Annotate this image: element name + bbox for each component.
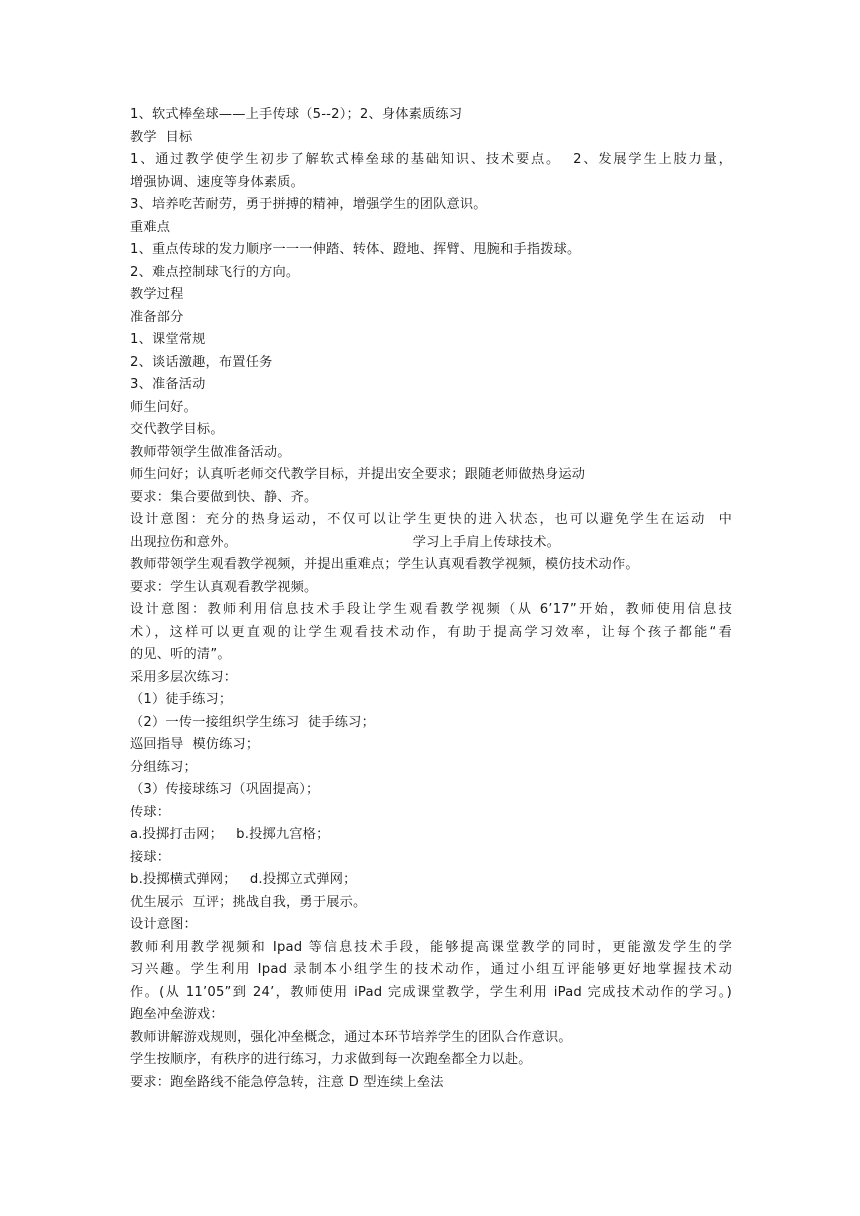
key-point-line: 1、重点传球的发力顺序一一一伸踏、转体、蹬地、挥臂、甩腕和手指拨球。 [130,242,581,257]
section-heading-process: 教学过程 [130,287,184,302]
goal-line: 3、培养吃苦耐劳，勇于拼搏的精神，增强学生的团队意识。 [130,197,487,212]
text-line: 巡回指导 模仿练习； [130,737,260,752]
goal-line: 增强协调、速度等身体素质。 [130,174,305,190]
text-line: 传球： [130,804,171,820]
design-intent-line: 设计意图：充分的热身运动，不仅可以让学生更快的进入状态，也可以避免学生在运动 中 [130,512,732,527]
design-intent-line: 习兴趣。学生利用 Ipad 录制本小组学生的技术动作，通过小组互评能够更好地掌握技术动 [130,962,732,977]
key-point-line: 2、难点控制球飞行的方向。 [130,264,300,280]
goal-line: 1、通过教学使学生初步了解软式棒垒球的基础知识、技术要点。 2、发展学生上肢力量， [130,152,732,167]
text-line: 3、准备活动 [130,377,206,392]
section-heading-goals: 教学 目标 [130,129,193,145]
text-line: 出现拉伤和意外。 学习上手肩上传球技术。 [130,534,561,550]
design-intent-line: 术），这样可以更直观的让学生观看技术动作，有助于提高学习效率，让每个孩子都能“看 [130,624,732,640]
design-intent-line: 设计意图：教师利用信息技术手段让学生观看教学视频（从 6’17”开始，教师使用信息技 [130,602,732,617]
requirement-line: 要求：学生认真观看教学视频。 [130,579,318,595]
text-line: 教师带领学生做准备活动。 [130,444,291,460]
list-item: b.投掷横式弹网； d.投掷立式弹网； [130,872,357,887]
text-line: 优生展示 互评；挑战自我，勇于展示。 [130,894,367,910]
section-heading-prep: 准备部分 [130,309,184,325]
design-intent-line: 的见、听的清”。 [130,647,231,662]
list-item: （3）传接球练习（巩固提高）； [130,782,320,797]
text-line: 2、谈话激趣，布置任务 [130,354,273,370]
design-intent-line: 教师利用教学视频和 Ipad 等信息技术手段，能够提高课堂教学的同时，更能激发学生的学 [130,939,732,955]
text-line: 1、课堂常规 [130,332,206,347]
list-item: （2）一传一接组织学生练习 徒手练习； [130,714,375,730]
lesson-title: 1、软式棒垒球——上手传球（5--2）；2、身体素质练习 [130,107,463,122]
text-line: 教师带领学生观看教学视频，并提出重难点；学生认真观看教学视频，模仿技术动作。 [130,557,639,572]
text-line: 师生问好；认真听老师交代教学目标，并提出安全要求；跟随老师做热身运动 [130,467,586,482]
design-intent-heading: 设计意图： [130,917,197,932]
document-body [130,104,732,1094]
section-heading-key-points: 重难点 [130,219,171,235]
text-line: 学生按顺序，有秩序的进行练习，力求做到每一次跑垒都全力以赴。 [130,1052,532,1067]
text-line: 教师讲解游戏规则，强化冲垒概念，通过本环节培养学生的团队合作意识。 [130,1029,572,1045]
text-line: 师生问好。 [130,399,197,415]
text-line: 交代教学目标。 [130,422,224,437]
text-line: 采用多层次练习： [130,669,238,685]
requirement-line: 要求：集合要做到快、静、齐。 [130,489,318,505]
text-line: 接球： [130,849,171,865]
list-item: a.投掷打击网； b.投掷九宫格； [130,827,330,842]
text-line: 跑垒冲垒游戏： [130,1007,224,1022]
design-intent-line: 作。(从 11’05”到 24’，教师使用 iPad 完成课堂教学，学生利用 iPad 完成技术动作的学习。) [130,984,732,1000]
requirement-line: 要求：跑垒路线不能急停急转，注意 D 型连续上垒法 [130,1074,444,1090]
text-line: 分组练习； [130,759,197,775]
list-item: （1）徒手练习； [130,692,233,707]
